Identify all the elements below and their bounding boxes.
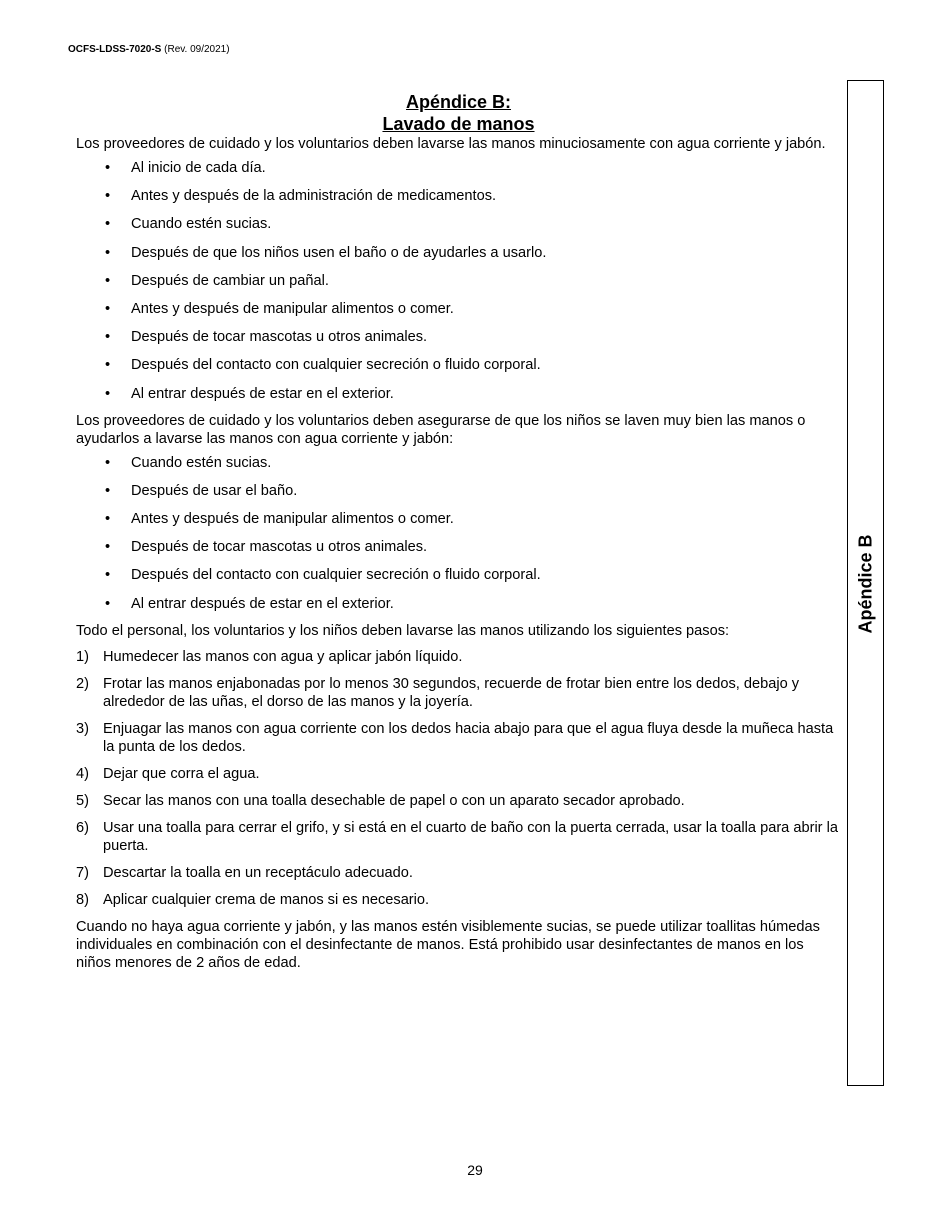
bullet-icon: • — [105, 539, 111, 556]
list-item: • Después de tocar mascotas u otros animales. — [105, 329, 428, 346]
step-item: 5) Secar las manos con una toalla desechable de papel o con un aparato secador aprobado. — [76, 792, 685, 809]
list-item: • Después de usar el baño. — [105, 482, 298, 499]
bullet-icon: • — [105, 329, 111, 346]
step-item: 7) Descartar la toalla en un receptáculo adecuado. — [76, 864, 413, 881]
bullet-icon: • — [105, 244, 111, 261]
list-item: • Antes y después de manipular alimentos o comer. — [105, 511, 454, 528]
step-item: 1) Humedecer las manos con agua y aplicar jabón líquido. — [76, 648, 463, 665]
list-item: • Antes y después de la administración de medicamentos. — [105, 188, 497, 205]
bullet-icon: • — [105, 216, 111, 233]
bullet-icon: • — [105, 385, 111, 402]
bullet-icon: • — [105, 272, 111, 289]
list-item: • Al entrar después de estar en el exterior. — [105, 385, 394, 402]
step-item: 6) Usar una toalla para cerrar el grifo, y si está en el cuarto de baño con la puerta cerrada, usar la toalla para abrir la puerta. — [76, 819, 838, 854]
intro-paragraph-1: Los proveedores de cuidado y los voluntarios deben lavarse las manos minuciosamente con agua corriente y jabón. — [76, 136, 826, 152]
title-line-1: Apéndice B: — [405, 92, 511, 112]
list-item: • Cuando estén sucias. — [105, 216, 272, 233]
list-item: • Al inicio de cada día. — [105, 160, 266, 176]
page-number: 29 — [467, 1162, 483, 1178]
list-item: • Después de cambiar un pañal. — [105, 272, 329, 289]
step-item: 3) Enjuagar las manos con agua corriente con los dedos hacia abajo para que el agua fluya desde la muñeca hasta la punta de los dedos. — [76, 720, 834, 755]
intro-paragraph-3: Todo el personal, los voluntarios y los niños deben lavarse las manos utilizando los siguientes pasos: — [76, 622, 730, 639]
bullet-icon: • — [105, 357, 111, 374]
list-item: • Al entrar después de estar en el exterior. — [105, 595, 394, 612]
bullet-icon: • — [105, 595, 111, 612]
handwash-steps-list — [76, 648, 841, 909]
step-item: 4) Dejar que corra el agua. — [76, 765, 260, 782]
list-item: • Cuando estén sucias. — [105, 454, 272, 471]
closing-paragraph: Cuando no haya agua corriente y jabón, y las manos estén visiblemente sucias, se puede utilizar toallitas húmedas individuales en combinación con el desinfectante de manos. Está prohibido usar desinfectantes de manos en los niños menores de 2 años de edad. — [76, 918, 820, 971]
step-item: 2) Frotar las manos enjabonadas por lo menos 30 segundos, recuerde de frotar bien entre los dedos, debajo y alrededor de las uñas, el dorso de las manos y la joyería. — [76, 675, 800, 710]
step-item: 8) Aplicar cualquier crema de manos si es necesario. — [76, 891, 430, 908]
list-item: • Antes y después de manipular alimentos o comer. — [105, 300, 454, 317]
page-content — [76, 91, 841, 972]
intro-paragraph-2: Los proveedores de cuidado y los voluntarios deben asegurarse de que los niños se laven muy bien las manos o ayudarlos a lavarse las manos con agua corriente y jabón: — [76, 412, 806, 447]
form-code: OCFS-LDSS-7020-S — [68, 44, 162, 55]
bullet-icon: • — [105, 567, 111, 584]
children-handwash-list — [76, 454, 841, 623]
list-item: • Después del contacto con cualquier secreción o fluido corporal. — [105, 567, 541, 584]
title-line-2: Lavado de manos — [382, 114, 535, 134]
caregiver-handwash-list — [76, 159, 841, 413]
form-revision: (Rev. 09/2021) — [164, 44, 230, 55]
bullet-icon: • — [105, 188, 111, 205]
form-header — [68, 44, 230, 55]
bullet-icon: • — [105, 160, 111, 176]
list-item: • Después del contacto con cualquier secreción o fluido corporal. — [105, 357, 541, 374]
side-tab-label: Apéndice B — [855, 534, 876, 634]
bullet-icon: • — [105, 482, 111, 499]
bullet-icon: • — [105, 454, 111, 471]
list-item: • Después de que los niños usen el baño o de ayudarles a usarlo. — [105, 244, 547, 261]
list-item: • Después de tocar mascotas u otros animales. — [105, 539, 428, 556]
bullet-icon: • — [105, 300, 111, 317]
bullet-icon: • — [105, 511, 111, 528]
